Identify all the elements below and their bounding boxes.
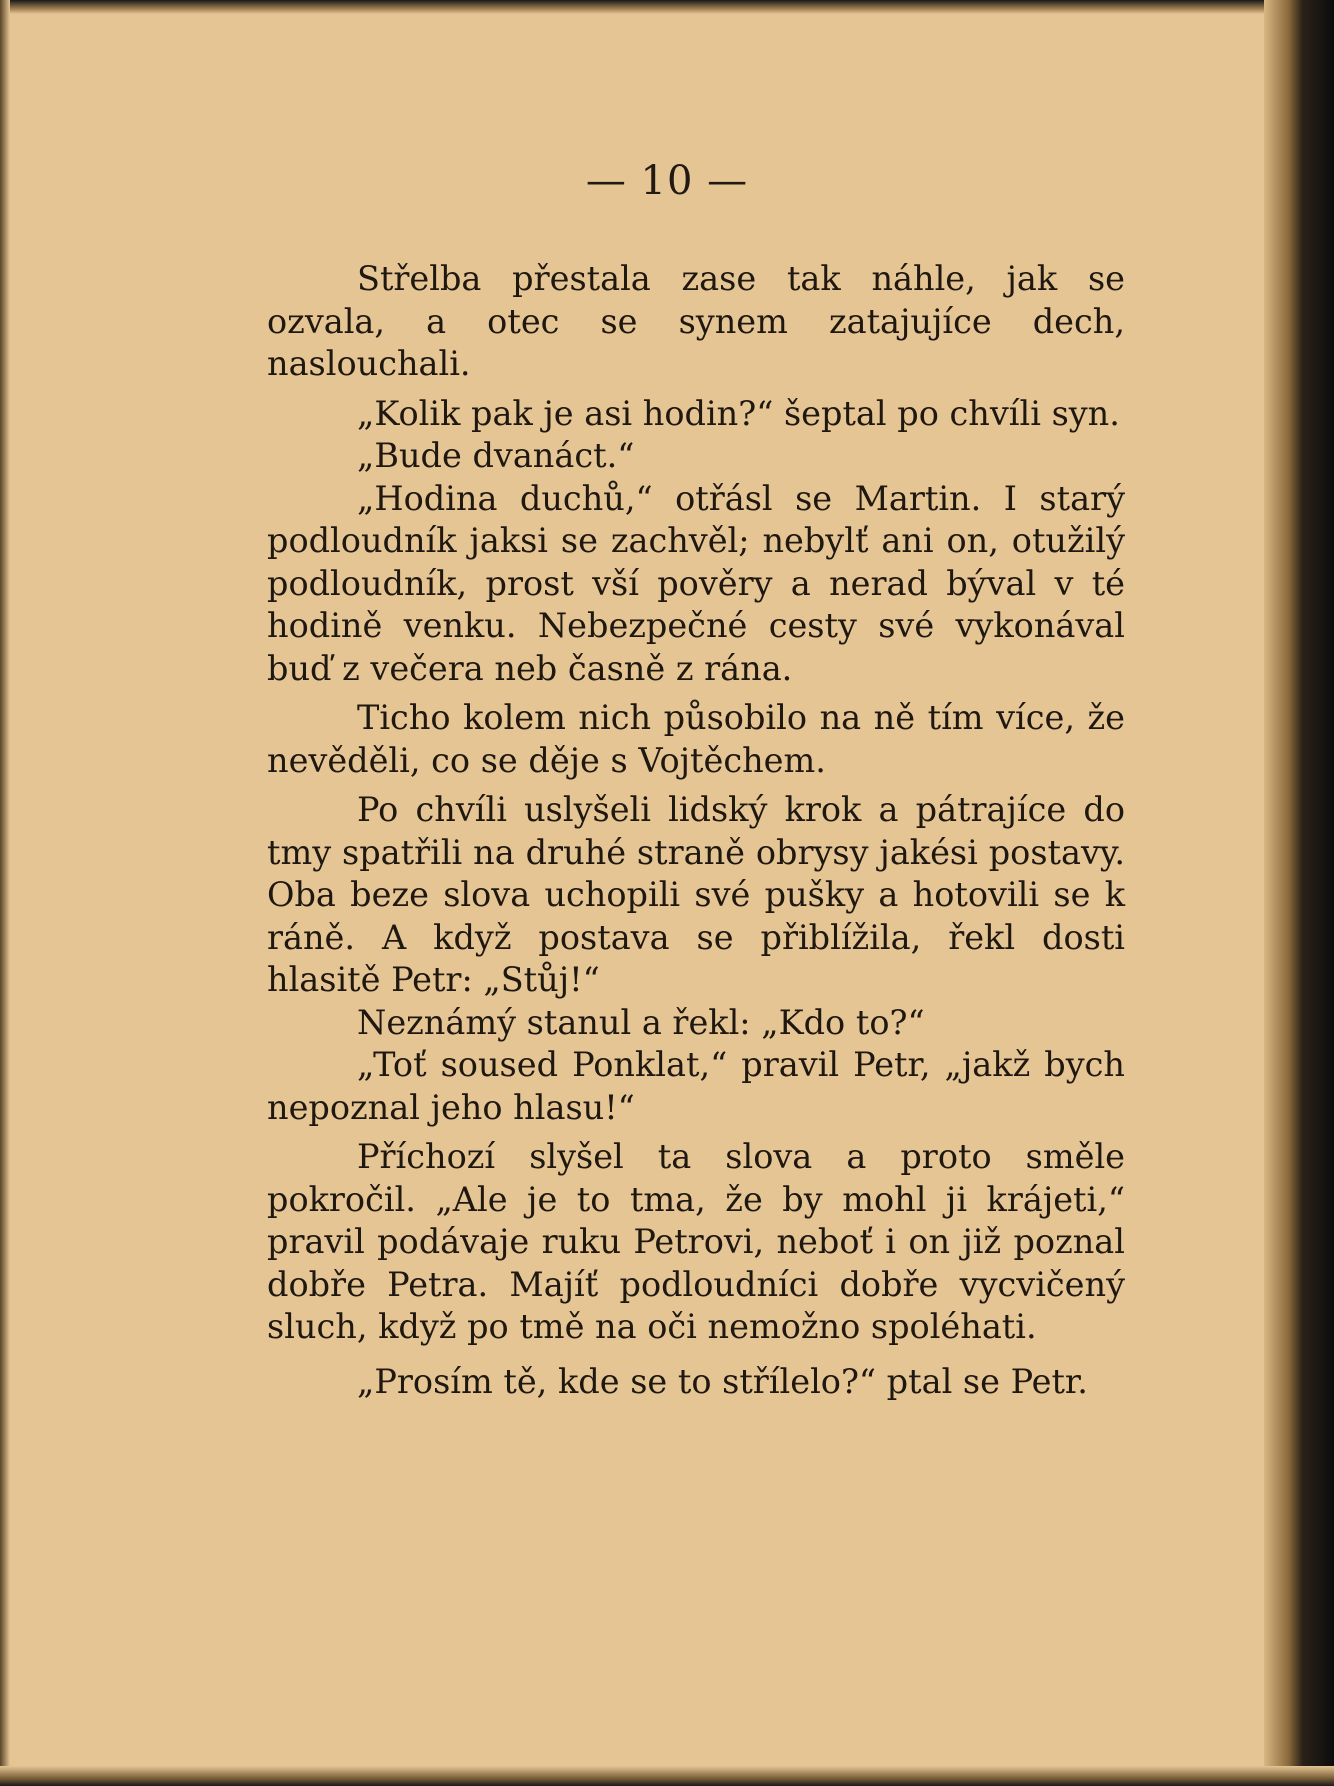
book-spine-shadow bbox=[1264, 0, 1334, 1786]
page-number: — 10 — bbox=[585, 158, 749, 204]
paragraph: Po chvíli uslyšeli lidský krok a pátrajíce do tmy spatřili na druhé straně obrysy jakési postavy. Oba beze slova uchopili své pušky a hotovili se k ráně. A když postava se přiblížila, řekl dosti hlasitě Petr: „Stůj!“ bbox=[267, 790, 1125, 999]
paragraph: Ticho kolem nich působilo na ně tím více, že nevěděli, co se děje s Vojtěchem. bbox=[267, 698, 1125, 780]
paragraph: „Bude dvanáct.“ bbox=[357, 436, 635, 475]
page-left-edge bbox=[0, 0, 10, 1786]
paragraph: Střelba přestala zase tak náhle, jak se ozvala, a otec se synem zatajujíce dech, naslouchali. bbox=[267, 259, 1125, 383]
page-body bbox=[267, 258, 1125, 1403]
paragraph: Neznámý stanul a řekl: „Kdo to?“ bbox=[357, 1002, 925, 1042]
paragraph: Příchozí slyšel ta slova a proto směle pokročil. „Ale je to tma, že by mohl ji krájeti,“ pravil podávaje ruku Petrovi, neboť i on již poznal dobře Petra. Majíť podloudníci dobře vycvičený sluch, když po tmě na oči nemožno spoléhati. bbox=[267, 1137, 1125, 1346]
paragraph: „Prosím tě, kde se to střílelo?“ ptal se Petr. bbox=[357, 1361, 1088, 1401]
paragraph: „Kolik pak je asi hodin?“ šeptal po chvíli syn. bbox=[357, 393, 1120, 433]
page-top-edge bbox=[0, 0, 1334, 14]
paragraph: „Hodina duchů,“ otřásl se Martin. I starý podloudník jaksi se zachvěl; nebylť ani on, otužilý podloudník, prost vší pověry a nerad býval v té hodině venku. Nebezpečné cesty své vykonával buď z večera neb časně z rána. bbox=[267, 478, 1125, 688]
paragraph: „Toť soused Ponklat,“ pravil Petr, „jakž bych nepoznal jeho hlasu!“ bbox=[267, 1045, 1125, 1127]
page-bottom-edge bbox=[0, 1766, 1334, 1786]
